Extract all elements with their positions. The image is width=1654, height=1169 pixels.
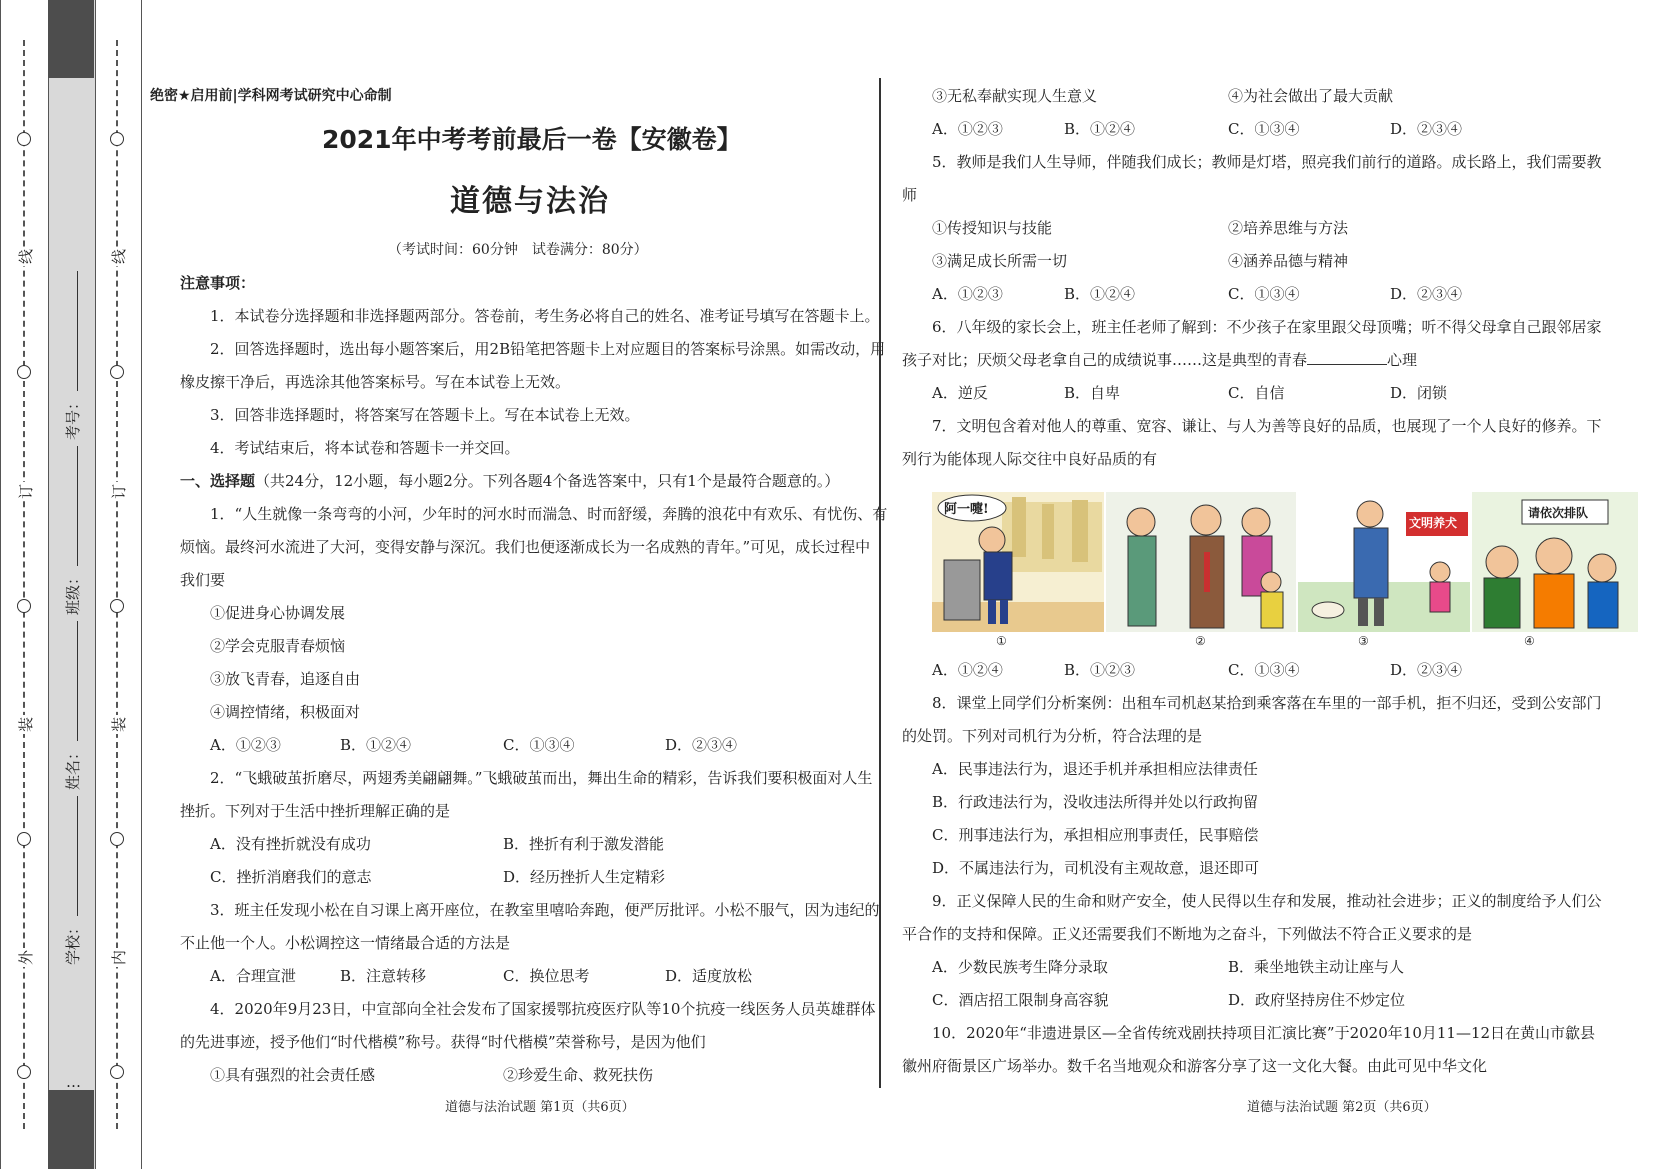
statement-item: ③满足成长所需一切 <box>932 252 1068 270</box>
binding-hole-icon <box>110 365 124 379</box>
answer-option: A．①②④ <box>932 661 1003 679</box>
answer-option: D．②③④ <box>1390 120 1463 138</box>
answer-option: C．换位思考 <box>503 967 590 985</box>
panel-caption: 阿一嚏! <box>944 502 989 517</box>
answer-option: A．①②③ <box>210 736 281 754</box>
answer-option: C．自信 <box>1228 384 1285 402</box>
answer-option: A．①②③ <box>932 120 1003 138</box>
answer-option: A．合理宣泄 <box>210 967 296 985</box>
panel-label: ② <box>1195 634 1206 648</box>
question-text: 的处罚。下列对司机行为分析，符合法理的是 <box>902 727 1203 745</box>
answer-option: B．①②④ <box>1064 120 1136 138</box>
question-text: 徽州府衙景区广场举办。数千名当地观众和游客分享了这一文化大餐。由此可见中华文化 <box>902 1057 1488 1075</box>
answer-option: B．①②④ <box>340 736 412 754</box>
answer-blank <box>1307 364 1387 365</box>
binding-hole-icon <box>17 365 31 379</box>
answer-option: D．不属违法行为，司机没有主观故意，退还即可 <box>932 859 1260 877</box>
class-field[interactable] <box>62 446 83 615</box>
exam-number-label: 考号： <box>64 394 82 440</box>
answer-option: B．行政违法行为，没收违法所得并处以行政拘留 <box>932 793 1259 811</box>
question-text: 7．文明包含着对他人的尊重、宽容、谦让、与人为善等良好的品质，也展现了一个人良好的修养。下 <box>932 417 1602 435</box>
binding-char-line: 线 <box>17 248 36 265</box>
question-text: 列行为能体现人际交往中良好品质的有 <box>902 450 1158 468</box>
answer-option: C．酒店招工限制身高容貌 <box>932 991 1109 1009</box>
page-footer: 道德与法治试题 第1页（共6页） <box>445 1100 635 1115</box>
statement-item: ④涵养品德与精神 <box>1228 252 1349 270</box>
note-item: 4．考试结束后，将本试卷和答题卡一并交回。 <box>210 439 520 457</box>
binding-hole-icon <box>17 832 31 846</box>
section1-heading <box>180 471 839 491</box>
answer-option: D．闭锁 <box>1390 384 1448 402</box>
note-item: 2．回答选择题时，选出每小题答案后，用2B铅笔把答题卡上对应题目的答案标号涂黑。如需改动，用 <box>210 340 886 358</box>
note-item: 橡皮擦干净后，再选涂其他答案标号。写在本试卷上无效。 <box>180 373 571 391</box>
answer-option: C．①③④ <box>1228 661 1300 679</box>
answer-option: B．①②④ <box>1064 285 1136 303</box>
question-text: 不止他一个人。小松调控这一情绪最合适的方法是 <box>180 934 511 952</box>
binding-dots: … <box>66 1073 81 1091</box>
secret-label: 绝密★启用前|学科网考试研究中心命制 <box>150 88 392 104</box>
page-divider <box>879 78 881 1088</box>
answer-option: B．自卑 <box>1064 384 1121 402</box>
statement-item: ①传授知识与技能 <box>932 219 1053 237</box>
statement-item: ②培养思维与方法 <box>1228 219 1349 237</box>
answer-option: C．①③④ <box>503 736 575 754</box>
binding-char-inner: 内 <box>110 949 129 966</box>
answer-option: D．经历挫折人生定精彩 <box>503 868 666 886</box>
name-label: 姓名： <box>64 744 82 790</box>
binding-hole-icon <box>17 599 31 613</box>
notes-heading: 注意事项： <box>180 274 256 292</box>
panel-label: ③ <box>1358 634 1369 648</box>
statement-item: ①促进身心协调发展 <box>210 604 346 622</box>
binding-dark-bottom <box>48 1090 94 1169</box>
answer-option: B．挫折有利于激发潜能 <box>503 835 665 853</box>
exam-number-field[interactable] <box>62 271 83 440</box>
name-field[interactable] <box>62 621 83 790</box>
panel-label: ④ <box>1524 634 1535 648</box>
answer-option: A．逆反 <box>932 384 988 402</box>
question-text: 10．2020年“非遗进景区—全省传统戏剧扶持项目汇演比赛”于2020年10月11—12日在黄山市歙县 <box>932 1024 1596 1042</box>
answer-option: A．民事违法行为，退还手机并承担相应法律责任 <box>932 760 1258 778</box>
answer-option: A．没有挫折就没有成功 <box>210 835 371 853</box>
question-text: 师 <box>902 186 918 204</box>
question-text: 9．正义保障人民的生命和财产安全，使人民得以生存和发展，推动社会进步；正义的制度给予人们公 <box>932 892 1602 910</box>
dog-walking-illustration <box>1298 492 1470 632</box>
school-label: 学校： <box>64 919 82 965</box>
question-text: 挫折。下列对于生活中挫折理解正确的是 <box>180 802 451 820</box>
question-text: 烦恼。最终河水流进了大河，变得安静与深沉。我们也便逐渐成长为一名成熟的青年。”可见，成长过程中 <box>180 538 871 556</box>
question-text-part: 孩子对比；厌烦父母老拿自己的成绩说事……这是典型的青春 <box>902 351 1308 369</box>
question-text: 1．“人生就像一条弯弯的小河，少年时的河水时而湍急、时而舒缓，奔腾的浪花中有欢乐、有忧伤、有 <box>210 505 888 523</box>
binding-hole-icon <box>17 132 31 146</box>
class-label: 班级： <box>64 569 82 615</box>
panel-sign: 文明养犬 <box>1409 516 1458 530</box>
answer-option: D．②③④ <box>1390 285 1463 303</box>
statement-item: ③无私奉献实现人生意义 <box>932 87 1098 105</box>
school-field[interactable] <box>62 796 83 965</box>
binding-char-line: 线 <box>110 248 129 265</box>
cartoon-panel-1 <box>932 492 1104 632</box>
question-text <box>902 350 1417 370</box>
statement-item: ④调控情绪，积极面对 <box>210 703 361 721</box>
question-text: 平合作的支持和保障。正义还需要我们不断地为之奋斗，下列做法不符合正义要求的是 <box>902 925 1473 943</box>
subject-title: 道德与法治 <box>450 184 610 219</box>
question-text: 5．教师是我们人生导师，伴随我们成长；教师是灯塔，照亮我们前行的道路。成长路上，我们需要教 <box>932 153 1602 171</box>
cartoon-panel-3 <box>1298 492 1470 632</box>
exam-info: （考试时间：60分钟 试卷满分：80分） <box>388 242 648 258</box>
question-text: 6．八年级的家长会上，班主任老师了解到：不少孩子在家里跟父母顶嘴；听不得父母拿自己跟邻居家 <box>932 318 1602 336</box>
answer-option: C．挫折消磨我们的意志 <box>210 868 372 886</box>
statement-item: ④为社会做出了最大贡献 <box>1228 87 1394 105</box>
note-item: 3．回答非选择题时，将答案写在答题卡上。写在本试卷上无效。 <box>210 406 640 424</box>
exam-title: 2021年中考考前最后一卷【安徽卷】 <box>322 125 742 154</box>
panel-label: ① <box>996 634 1007 648</box>
panel-sign: 请依次排队 <box>1528 506 1589 520</box>
answer-option: D．②③④ <box>1390 661 1463 679</box>
answer-option: D．政府坚持房住不炒定位 <box>1228 991 1406 1009</box>
question-text: 我们要 <box>180 571 226 589</box>
binding-char-bind: 装 <box>17 716 36 733</box>
answer-option: C．①③④ <box>1228 120 1300 138</box>
note-item: 1．本试卷分选择题和非选择题两部分。答卷前，考生务必将自己的姓名、准考证号填写在答题卡上。 <box>210 307 880 325</box>
answer-option: B．①②③ <box>1064 661 1136 679</box>
question-text: 3．班主任发现小松在自习课上离开座位，在教室里嘻哈奔跑，便严厉批评。小松不服气，因为违纪的 <box>210 901 880 919</box>
smoking-man-illustration <box>1106 492 1296 632</box>
cartoon-panel-2 <box>1106 492 1296 632</box>
answer-option: C．①③④ <box>1228 285 1300 303</box>
binding-hole-icon <box>110 1065 124 1079</box>
statement-item: ②珍爱生命、救死扶伤 <box>503 1066 654 1084</box>
page-footer: 道德与法治试题 第2页（共6页） <box>1247 1100 1437 1115</box>
answer-option: D．②③④ <box>665 736 738 754</box>
binding-char-order: 订 <box>110 483 129 500</box>
binding-hole-icon <box>110 832 124 846</box>
question-text: 4．2020年9月23日，中宣部向全社会发布了国家援鄂抗疫医疗队等10个抗疫一线医务人员英雄群体 <box>210 1000 876 1018</box>
cartoon-panel-4 <box>1472 492 1638 632</box>
binding-hole-icon <box>110 132 124 146</box>
statement-item: ③放飞青春，追逐自由 <box>210 670 361 688</box>
answer-option: A．少数民族考生降分录取 <box>932 958 1108 976</box>
question-text: 8．课堂上同学们分析案例：出租车司机赵某拾到乘客落在车里的一部手机，拒不归还，受到公安部门 <box>932 694 1602 712</box>
question-text-part: 心理 <box>1387 351 1418 369</box>
answer-option: A．①②③ <box>932 285 1003 303</box>
question-text: 的先进事迹，授予他们“时代楷模”称号。获得“时代楷模”荣誉称号，是因为他们 <box>180 1033 706 1051</box>
binding-dark-top <box>48 0 94 78</box>
binding-char-bind: 装 <box>110 716 129 733</box>
binding-char-order: 订 <box>17 483 36 500</box>
statement-item: ①具有强烈的社会责任感 <box>210 1066 376 1084</box>
section1-label: 一、选择题 <box>180 472 256 490</box>
answer-option: B．乘坐地铁主动让座与人 <box>1228 958 1405 976</box>
section1-desc: （共24分，12小题，每小题2分。下列各题4个备选答案中，只有1个是最符合题意的。） <box>255 472 840 490</box>
answer-option: D．适度放松 <box>665 967 753 985</box>
binding-hole-icon <box>110 599 124 613</box>
question-text: 2．“飞蛾破茧折磨尽，两翅秀美翩翩舞。”飞蛾破茧而出，舞出生命的精彩，告诉我们要积极面对人生 <box>210 769 873 787</box>
statement-item: ②学会克服青春烦恼 <box>210 637 346 655</box>
binding-hole-icon <box>17 1065 31 1079</box>
answer-option: B．注意转移 <box>340 967 427 985</box>
binding-char-outer: 外 <box>17 949 36 966</box>
answer-option: C．刑事违法行为，承担相应刑事责任，民事赔偿 <box>932 826 1259 844</box>
